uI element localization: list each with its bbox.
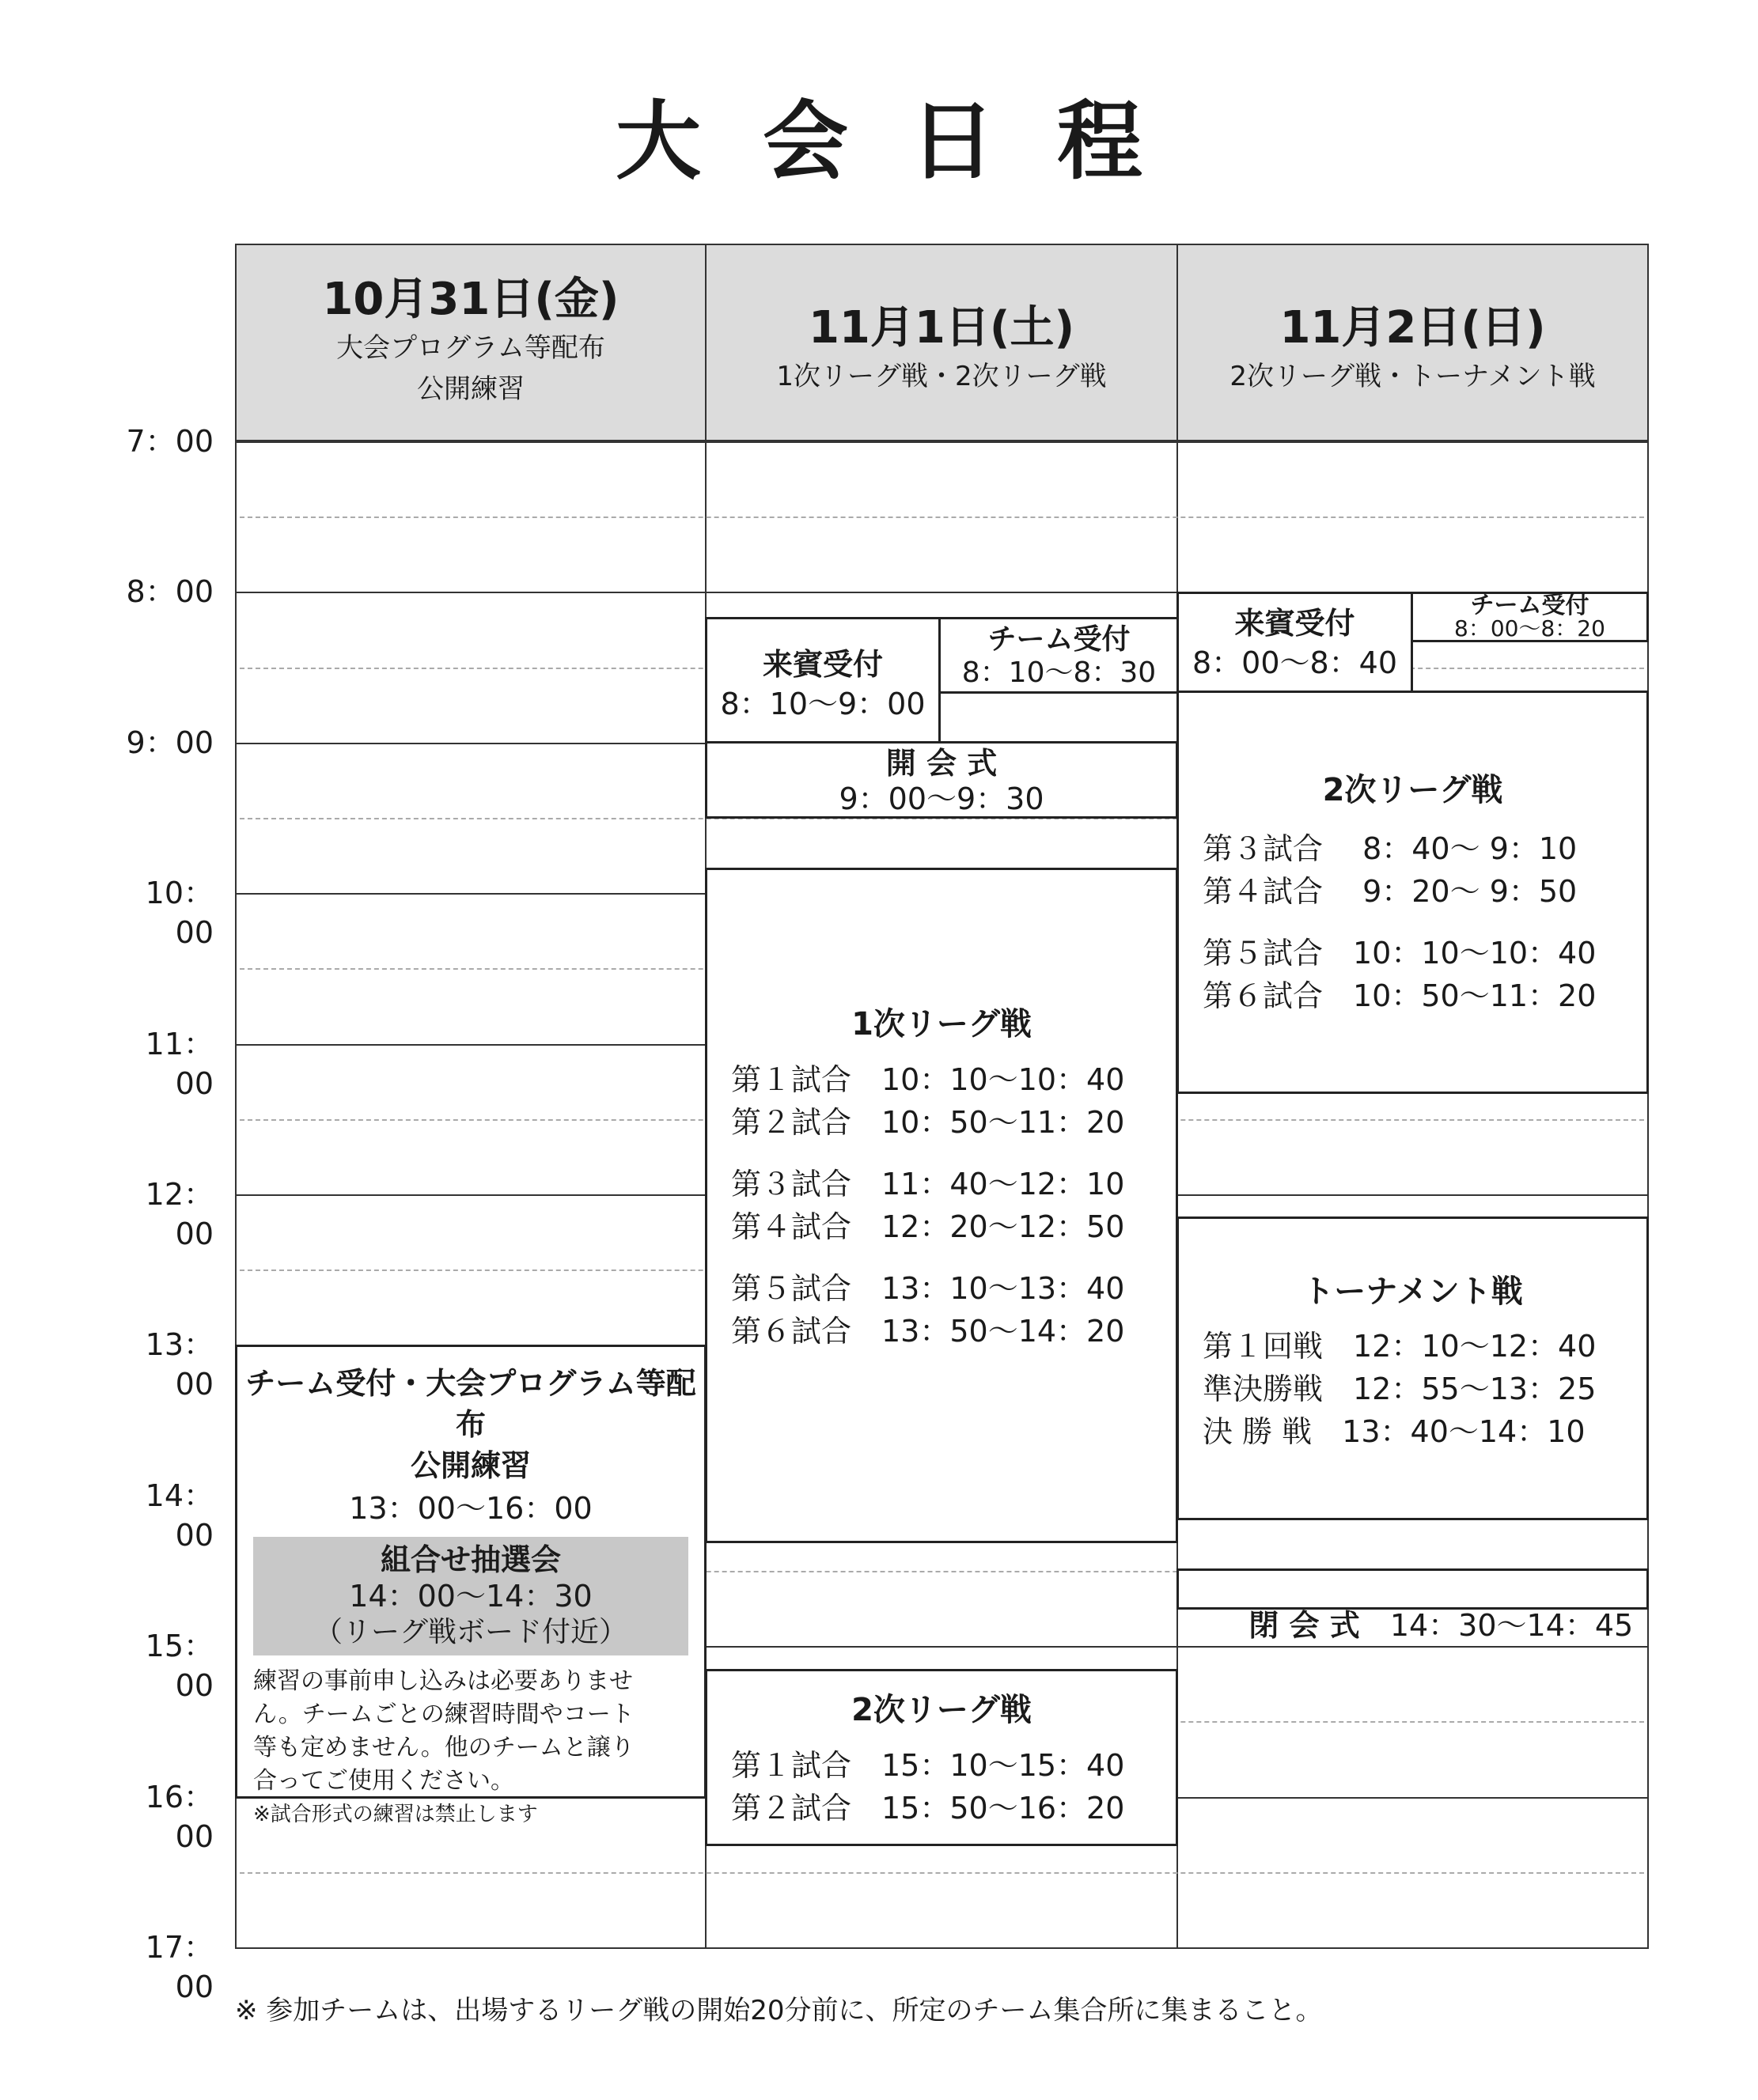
team-label: チーム受付 [1470, 592, 1589, 619]
day2-opening-ceremony [705, 741, 1178, 819]
footnote: ※ 参加チームは、出場するリーグ戦の開始20分前に、所定のチーム集合所に集まること。 [235, 1995, 1323, 2026]
team-label: チーム受付 [987, 623, 1131, 656]
time-label: 17：00 [145, 1930, 214, 2004]
closing-time: 14：30〜14：45 [1389, 1608, 1634, 1643]
time-label: 12：00 [145, 1177, 214, 1251]
day-header-oct31 [235, 244, 707, 441]
league1-match: 第２試合 10：50〜11：20 [731, 1105, 1125, 1140]
league2-title: 2次リーグ戦 [1322, 772, 1503, 808]
team-time: 8：00〜8：20 [1454, 615, 1605, 641]
day3-league2-block [1176, 691, 1649, 1094]
tournament-match: 第１回戦 12：10〜12：40 [1203, 1329, 1597, 1364]
day3-guest-reception [1176, 592, 1413, 693]
league2-match: 第２試合 15：50〜16：20 [731, 1791, 1125, 1826]
opening-label: 開 会 式 [885, 746, 998, 781]
guest-label: 来賓受付 [1234, 606, 1355, 641]
note-line: ん。チームごとの練習時間やコート [253, 1701, 635, 1728]
guest-time: 8：00〜8：40 [1192, 645, 1398, 680]
league1-match: 第３試合 11：40〜12：10 [731, 1167, 1125, 1201]
time-label: 14：00 [145, 1478, 214, 1553]
draw-title: 組合せ抽選会 [380, 1542, 561, 1577]
day2-team-reception-gap [938, 691, 1180, 744]
time-label: 9：00 [126, 725, 214, 760]
draw-time: 14：00〜14：30 [349, 1579, 593, 1614]
day-date: 11月1日(土) [808, 302, 1075, 354]
league2-title: 2次リーグ戦 [851, 1692, 1032, 1728]
time-label: 8：00 [126, 574, 214, 610]
day3-tournament-block [1176, 1216, 1649, 1520]
closing-label: 閉 会 式 [1248, 1608, 1360, 1643]
day1-practice-block [235, 1345, 707, 1826]
tournament-match: 決 勝 戦 13：40〜14：10 [1203, 1414, 1586, 1449]
note-line: 等も定めません。他のチームと譲り [253, 1734, 635, 1761]
practice-note [253, 1665, 688, 1831]
league1-match: 第４試合 12：20〜12：50 [731, 1209, 1125, 1244]
team-time: 8：10〜8：30 [961, 656, 1157, 689]
tournament-title: トーナメント戦 [1302, 1273, 1523, 1310]
half-hour-line [240, 516, 1644, 518]
day2-league2-block [705, 1669, 1178, 1846]
tournament-match: 準決勝戦 12：55〜13：25 [1203, 1372, 1597, 1406]
day-subtitle: 2次リーグ戦・トーナメント戦 [1229, 361, 1596, 392]
time-label: 13：00 [145, 1327, 214, 1402]
day-header-nov2 [1176, 244, 1649, 441]
note-line: 練習の事前申し込みは必要ありませ [253, 1667, 633, 1695]
day3-team-reception [1411, 592, 1649, 642]
draw-place: （リーグ戦ボード付近） [313, 1616, 627, 1648]
guest-label: 来賓受付 [762, 647, 883, 682]
day2-guest-reception [705, 617, 941, 744]
day-subtitle: 大会プログラム等配布 [336, 332, 605, 364]
time-label: 11：00 [145, 1026, 214, 1101]
league2-match: 第６試合 10：50〜11：20 [1203, 978, 1597, 1013]
time-label: 7：00 [126, 424, 214, 459]
time-label: 10：00 [145, 876, 214, 951]
day-subtitle: 1次リーグ戦・2次リーグ戦 [776, 361, 1107, 392]
day-header-nov1 [705, 244, 1178, 441]
day-date: 10月31日(金) [322, 274, 619, 325]
day-date: 11月2日(日) [1279, 302, 1546, 354]
note-line: 合ってご使用ください。 [253, 1767, 514, 1795]
draw-meeting-box [253, 1537, 688, 1655]
half-hour-line [240, 1872, 1644, 1874]
league1-match: 第１試合 10：10〜10：40 [731, 1062, 1125, 1097]
league2-match: 第１試合 15：10〜15：40 [731, 1748, 1125, 1783]
day2-league1-block [705, 868, 1178, 1543]
day3-closing-ceremony [1176, 1568, 1649, 1643]
league1-title: 1次リーグ戦 [851, 1006, 1032, 1042]
league2-match: 第３試合 8：40〜 9：10 [1203, 831, 1578, 866]
day1-subtitle: 公開練習 [410, 1448, 531, 1483]
hour-line [235, 441, 1649, 443]
guest-time: 8：10〜9：00 [720, 687, 926, 721]
hour-line [235, 1947, 1649, 1949]
time-label: 16：00 [145, 1779, 214, 1854]
league2-match: 第５試合 10：10〜10：40 [1203, 936, 1597, 971]
day2-team-reception [938, 617, 1180, 694]
note-line: ※試合形式の練習は禁止します [253, 1803, 538, 1826]
league2-match: 第４試合 9：20〜 9：50 [1203, 874, 1578, 909]
league1-match: 第６試合 13：50〜14：20 [731, 1314, 1125, 1349]
day-subtitle: 公開練習 [417, 373, 525, 405]
opening-time: 9：00〜9：30 [839, 781, 1044, 816]
day1-title: チーム受付・大会プログラム等配布 [245, 1366, 696, 1442]
page-title: 大会日程 [615, 93, 1204, 191]
closing-row [1211, 1571, 1646, 1680]
day1-time: 13：00〜16：00 [349, 1491, 593, 1526]
time-label: 15：00 [145, 1629, 214, 1704]
league1-match: 第５試合 13：10〜13：40 [731, 1271, 1125, 1306]
